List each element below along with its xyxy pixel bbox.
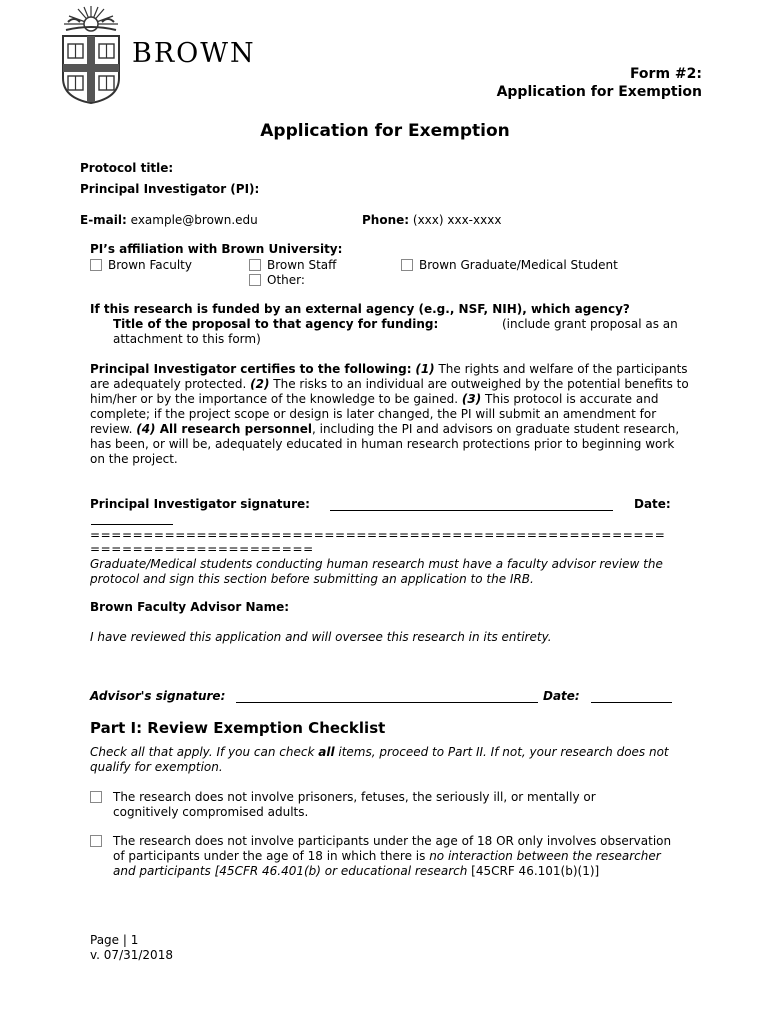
pi-label: Principal Investigator (PI): [80, 182, 260, 196]
checkbox-other[interactable] [249, 274, 261, 286]
affiliation-label: PI’s affiliation with Brown University: [90, 242, 343, 256]
part1-heading: Part I: Review Exemption Checklist [90, 719, 386, 737]
footer-page: Page | 1 [90, 933, 139, 947]
phone-value[interactable]: (xxx) xxx-xxxx [412, 213, 502, 227]
email-value[interactable]: example@brown.edu [130, 213, 258, 227]
pi-signature-label: Principal Investigator signature: [90, 497, 310, 511]
option-faculty-label: Brown Faculty [108, 258, 192, 272]
phone-label: Phone: [362, 213, 410, 227]
checklist-checkbox-2[interactable] [90, 835, 102, 847]
form-number: Form #2: [629, 66, 702, 82]
proposal-note-2: attachment to this form) [113, 332, 261, 346]
email-row [80, 213, 258, 227]
divider-line-1: ====================================================== [90, 528, 666, 542]
checkbox-faculty[interactable] [90, 259, 102, 271]
advisor-name-label: Brown Faculty Advisor Name: [90, 600, 290, 614]
cert-n2: (2) [250, 377, 270, 391]
checklist-text-2b: no interaction between the researcher and participants [45CFR 46.401(b) or educational research [113, 849, 661, 878]
proposal-note-1: (include grant proposal as an [502, 317, 678, 331]
checklist-text-2c: [45CRF 46.101(b)(1)] [467, 864, 600, 878]
divider-line-2: ===================== [90, 542, 314, 556]
advisor-signature-label: Advisor's signature: [90, 689, 226, 703]
affiliation-option-grad[interactable] [401, 258, 618, 272]
part1-instr-b: all [318, 745, 335, 759]
cert-n1: (1) [415, 362, 435, 376]
checklist-text-1: The research does not involve prisoners, fetuses, the seriously ill, or mentally or cognitively compromised adults. [113, 790, 596, 819]
checklist-item-1[interactable] [90, 790, 680, 820]
cert-t2: The risks to an individual are outweighed by the potential benefits to him/her or by the importance of the knowledge to be gained. [90, 377, 689, 406]
cert-n3: (3) [461, 392, 482, 406]
funding-question: If this research is funded by an external agency (e.g., NSF, NIH), which agency? [90, 302, 630, 316]
cert-t1: The rights and welfare of the participants are adequately protected. [90, 362, 688, 391]
form-name: Application for Exemption [496, 84, 702, 100]
checkbox-grad[interactable] [401, 259, 413, 271]
checklist-text-2a: The research does not involve participants under the age of 18 OR only involves observation of participants under the age of 18 in which there is [113, 834, 672, 863]
cert-b4: All research personnel [155, 422, 312, 436]
advisor-statement: I have reviewed this application and will oversee this research in its entirety. [90, 630, 552, 644]
proposal-title-label: Title of the proposal to that agency for funding: [113, 317, 439, 331]
brown-shield-icon [60, 4, 122, 104]
brown-wordmark: BROWN [132, 38, 256, 69]
part1-instructions [90, 745, 690, 775]
phone-row [362, 213, 501, 227]
option-grad-label: Brown Graduate/Medical Student [419, 258, 618, 272]
footer-version: v. 07/31/2018 [90, 948, 173, 962]
part1-instr-a: Check all that apply. If you can check [90, 745, 319, 759]
advisor-date-line[interactable] [591, 702, 672, 703]
advisor-note: Graduate/Medical students conducting human research must have a faculty advisor review the protocol and sign this section before submitting an application to the IRB. [90, 557, 663, 586]
affiliation-option-faculty[interactable] [90, 258, 192, 272]
checklist-item-2[interactable] [90, 834, 680, 879]
cert-lead: Principal Investigator certifies to the following: [90, 362, 412, 376]
advisor-date-label: Date: [543, 689, 580, 703]
part1-instr-c: items, proceed to Part II. If not, your research does not qualify for exemption. [90, 745, 669, 774]
cert-n4: (4) [136, 422, 156, 436]
brown-logo [60, 4, 270, 104]
cert-t4: , including the PI and advisors on graduate student research, has been, or will be, adequately educated in human research protections prior to beginning work on the project. [90, 422, 680, 466]
option-staff-label: Brown Staff [267, 258, 337, 272]
affiliation-option-other[interactable] [249, 273, 305, 287]
pi-date-label: Date: [634, 497, 671, 511]
checkbox-staff[interactable] [249, 259, 261, 271]
certification-text [90, 362, 690, 467]
pi-date-line[interactable] [91, 524, 173, 525]
affiliation-option-staff[interactable] [249, 258, 336, 272]
option-other-label: Other: [267, 273, 305, 287]
page-title: Application for Exemption [260, 121, 510, 141]
cert-t3: This protocol is accurate and complete; if the project scope or design is later changed, the PI will submit an amendment for review. [90, 392, 659, 436]
advisor-signature-line[interactable] [236, 702, 538, 703]
checklist-text-2 [113, 834, 673, 879]
email-label: E-mail: [80, 213, 127, 227]
pi-signature-line[interactable] [330, 510, 613, 511]
protocol-title-label: Protocol title: [80, 161, 174, 175]
checklist-checkbox-1[interactable] [90, 791, 102, 803]
